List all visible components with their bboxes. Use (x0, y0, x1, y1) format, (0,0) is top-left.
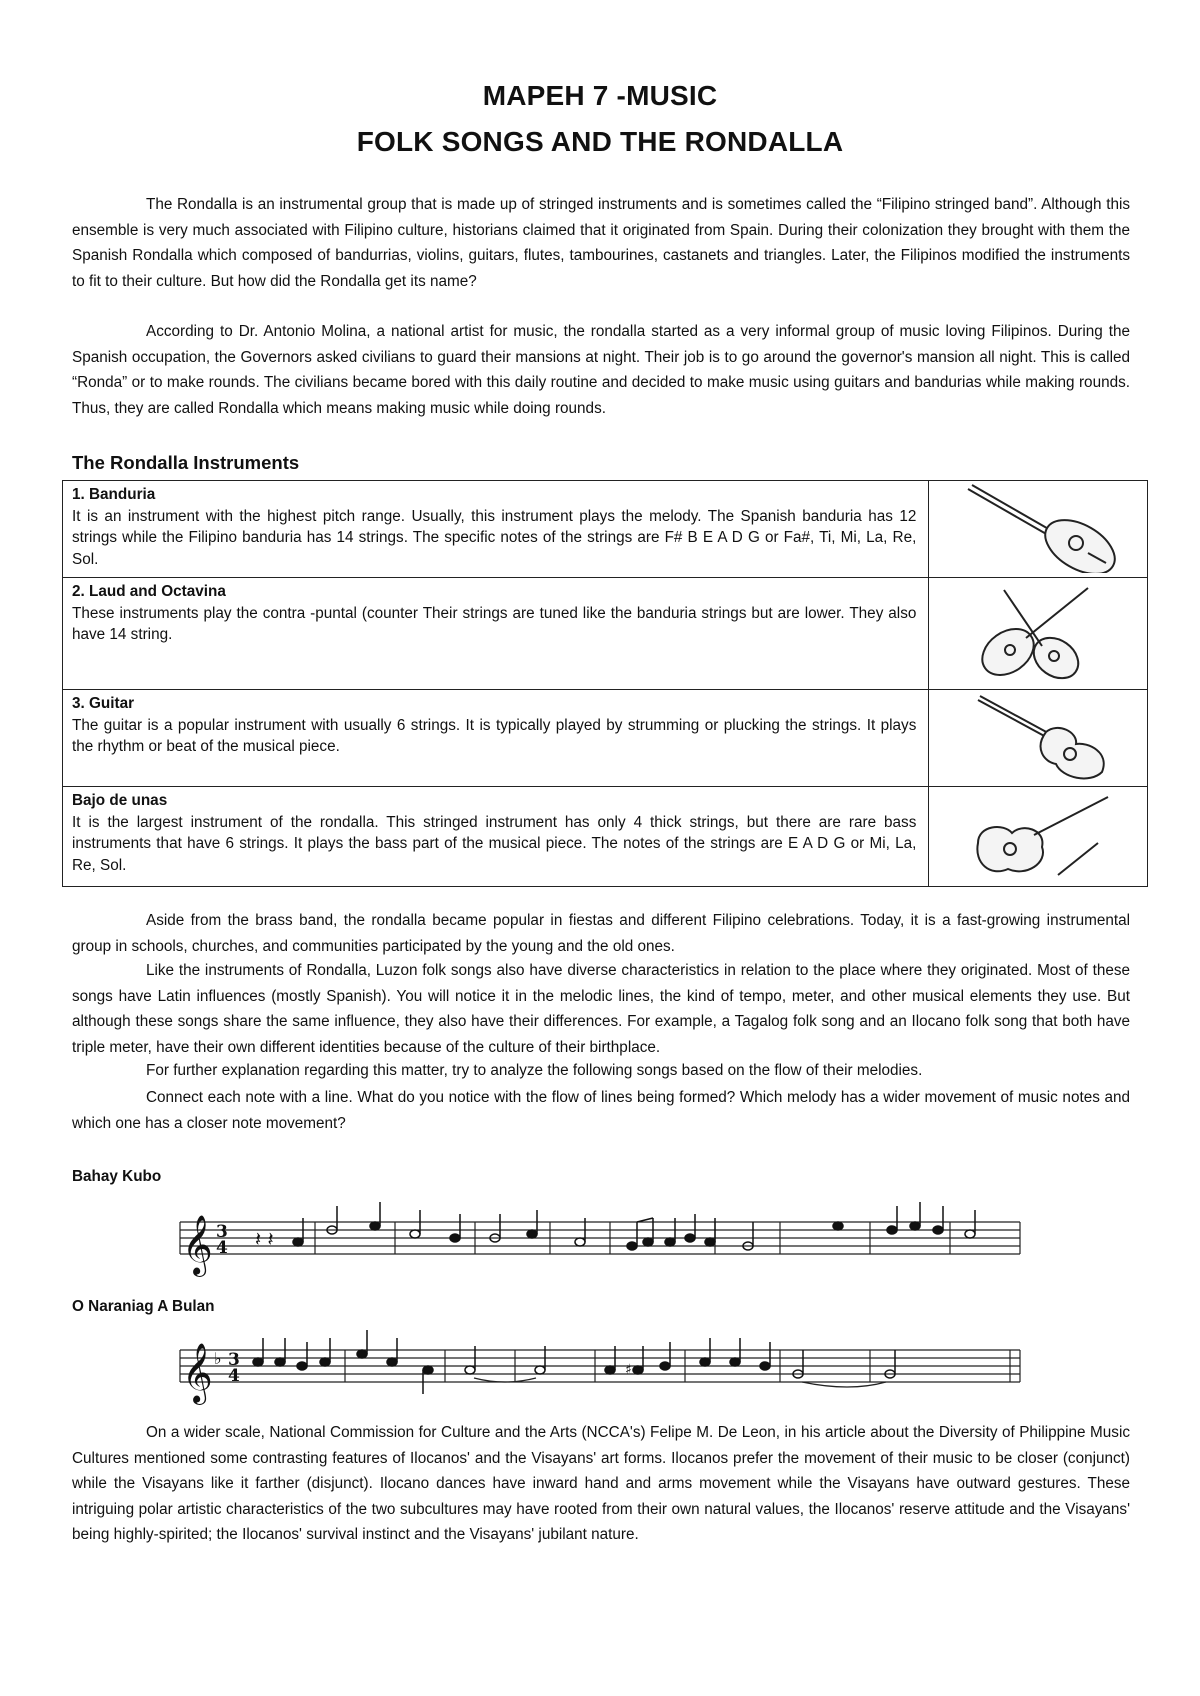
intro-paragraph-1: The Rondalla is an instrumental group that is made up of stringed instruments and is sometimes called the “Filipino stringed band”. Although this ensemble is very much associated with Filipino culture, historians claimed that it originated from Spain. During their colonization they brought with them the Spanish Rondalla which composed of bandurrias, violins, guitars, flutes, tambourines, castanets and triangles. Later, the Filipinos modified the instruments to fit to their culture. But how did the Rondalla get its name? (72, 196, 1130, 290)
treble-clef-icon: 𝄞 (182, 1215, 213, 1275)
svg-text:3: 3 (228, 1350, 240, 1370)
banduria-icon (938, 483, 1138, 573)
music-staff-bahay-kubo (170, 1200, 1030, 1280)
svg-text:4: 4 (228, 1366, 240, 1386)
instrument-name: 1. Banduria (72, 486, 156, 503)
svg-text:𝄽 𝄽: 𝄽 𝄽 (255, 1227, 274, 1251)
instrument-cell (63, 690, 929, 787)
instrument-name: 3. Guitar (72, 695, 135, 712)
instrument-image-cell (929, 787, 1148, 887)
music-staff-o-naraniag-a-bulan (170, 1330, 1030, 1410)
guitar-icon (938, 692, 1138, 782)
intro-paragraph-2: According to Dr. Antonio Molina, a national artist for music, the rondalla started as a very informal group of music loving Filipinos. During the Spanish occupation, the Governors asked civilians to guard their mansions at night. Their job is to go around the governor's mansion all night. This is called “Ronda” or to make rounds. The civilians became bored with this daily routine and decided to make music using guitars and bandurias while making rounds. Thus, they are called Rondalla which means making music while doing rounds. (72, 323, 1130, 417)
treble-clef-icon: 𝄞 (182, 1343, 213, 1403)
document-title: MAPEH 7 -MUSIC (482, 80, 718, 111)
instrument-row (63, 787, 1148, 887)
svg-text:♯: ♯ (625, 1362, 632, 1378)
body-paragraph-1: Aside from the brass band, the rondalla became popular in fiestas and different Filipino celebrations. Today, it is a fast-growing instrumental group in schools, churches, and communities participated by the young and the old ones. (72, 912, 1130, 955)
instrument-name: Bajo de unas (72, 792, 168, 809)
song-title-o-naraniag-a-bulan: O Naraniag A Bulan (72, 1298, 215, 1315)
instrument-row (63, 690, 1148, 787)
instrument-image-cell (929, 578, 1148, 690)
instruments-table (62, 480, 1148, 887)
instrument-name: 2. Laud and Octavina (72, 583, 226, 600)
instrument-description: These instruments play the contra -puntal (counter Their strings are tuned like the banduria strings but are lower. They also have 14 string. (72, 604, 917, 643)
svg-text:♭: ♭ (214, 1349, 222, 1368)
document-subtitle: FOLK SONGS AND THE RONDALLA (356, 126, 844, 157)
instrument-cell (63, 481, 929, 578)
bass-icon (938, 789, 1138, 881)
instrument-cell (63, 578, 929, 690)
instrument-image-cell (929, 481, 1148, 578)
instrument-cell (63, 787, 929, 887)
instrument-description: It is an instrument with the highest pitch range. Usually, this instrument plays the melody. The Spanish banduria has 12 strings while the Filipino banduria has 14 strings. The specific notes of the strings are F# B E A D G or Fa#, Ti, Mi, La, Re, Sol. (72, 507, 917, 568)
body-paragraph-2: Like the instruments of Rondalla, Luzon folk songs also have diverse characteristics in relation to the place where they originated. Most of these songs have Latin influences (mostly Spanish). You will notice it in the melodic lines, the kind of tempo, meter, and other musical elements they use. But although these songs share the same influence, they also have their differences. For example, a Tagalog folk song and an Ilocano folk song that both have triple meter, have their own different identities because of the culture of their birthplace. (72, 962, 1130, 1056)
body-paragraph-4: Connect each note with a line. What do you notice with the flow of lines being formed? Which melody has a wider movement of music notes and which one has a closer note movement? (72, 1089, 1130, 1132)
instrument-row (63, 578, 1148, 690)
closing-paragraph: On a wider scale, National Commission for Culture and the Arts (NCCA's) Felipe M. De Leon, in his article about the Diversity of Philippine Music Cultures mentioned some contrasting features of Ilocanos' and the Visayans' art forms. Ilocanos prefer the movement of their music to be closer (conjunct) while the Visayans like it farther (disjunct). Ilocano dances have inward hand and arms movement while the Visayans have outward gestures. These intriguing polar artistic characteristics of the two subcultures may have rooted from their own natural values, the Ilocanos' reserve attitude and the Visayans' being highly-spirited; the Ilocanos' survival instinct and the Visayans' jubilant nature. (72, 1424, 1130, 1543)
body-paragraph-3: For further explanation regarding this matter, try to analyze the following songs based on the flow of their melodies. (146, 1062, 923, 1079)
instrument-description: It is the largest instrument of the rondalla. This stringed instrument has only 4 thick strings, but there are rare bass instruments that have 6 strings. It plays the bass part of the musical piece. The notes of the strings are E A D G or Mi, La, Re, Sol. (72, 813, 917, 874)
laud-octavina-icon (938, 580, 1138, 684)
instrument-description: The guitar is a popular instrument with usually 6 strings. It is typically played by strumming or plucking the strings. It plays the rhythm or beat of the musical piece. (72, 716, 917, 755)
instrument-row (63, 481, 1148, 578)
svg-text:4: 4 (216, 1238, 228, 1258)
svg-text:3: 3 (216, 1222, 228, 1242)
instrument-image-cell (929, 690, 1148, 787)
song-title-bahay-kubo: Bahay Kubo (72, 1168, 162, 1185)
section-heading: The Rondalla Instruments (72, 452, 300, 473)
